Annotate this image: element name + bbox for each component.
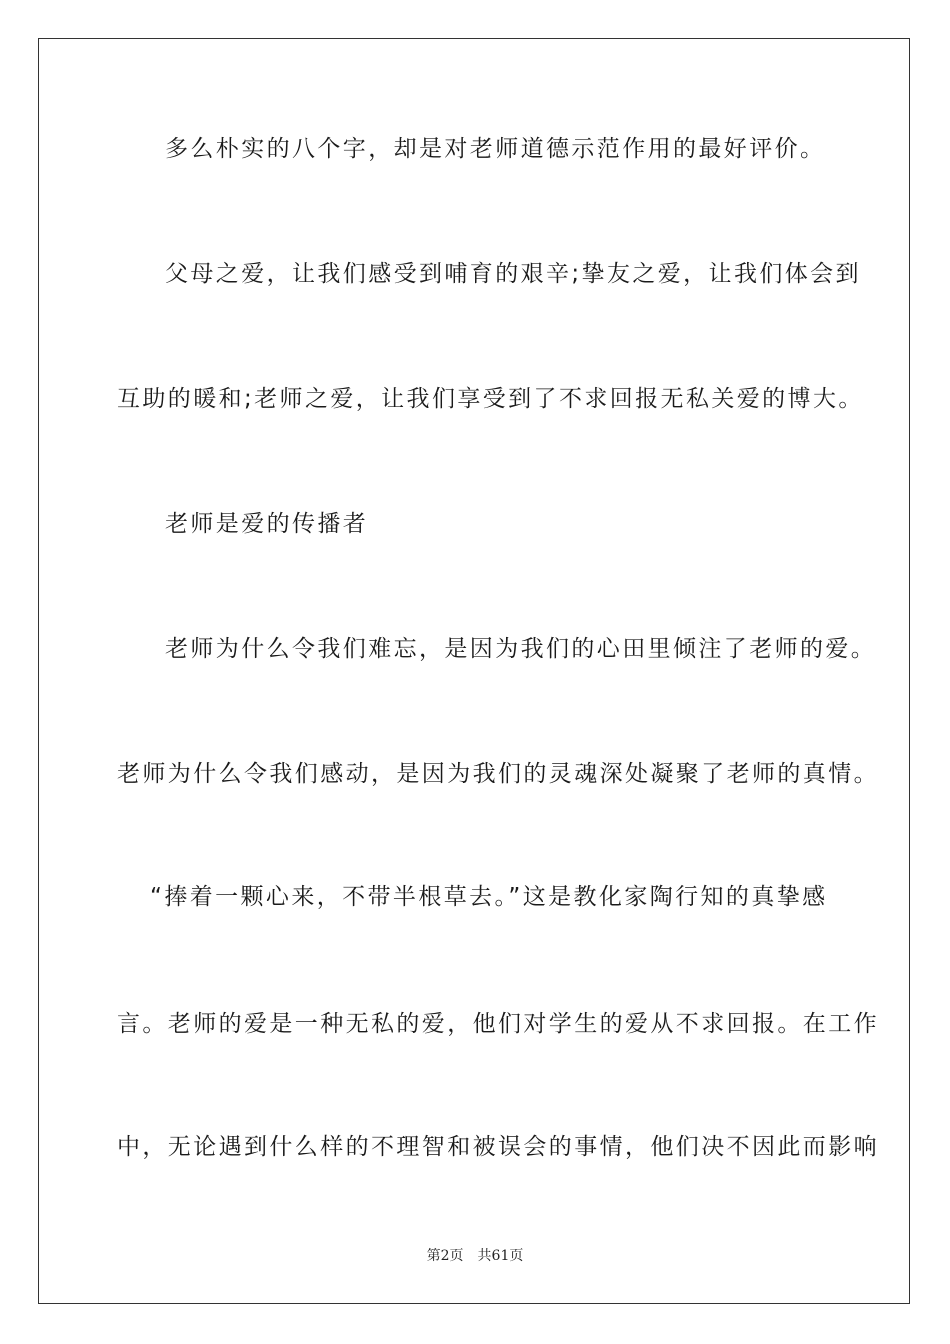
paragraph-line: 中，无论遇到什么样的不理智和被误会的事情，他们决不因此而影响 — [117, 1134, 879, 1160]
section-heading: 老师是爱的传播者 — [165, 511, 369, 537]
page-border — [38, 38, 910, 1304]
paragraph-line: “捧着一颗心来，不带半根草去。”这是教化家陶行知的真挚感 — [150, 884, 828, 910]
page-number: 第2页 — [426, 1248, 464, 1264]
paragraph-line: 老师为什么令我们难忘，是因为我们的心田里倾注了老师的爱。 — [165, 636, 877, 662]
paragraph-line: 多么朴实的八个字，却是对老师道德示范作用的最好评价。 — [165, 136, 826, 162]
paragraph-line: 言。老师的爱是一种无私的爱，他们对学生的爱从不求回报。在工作 — [117, 1011, 879, 1037]
page-total: 共61页 — [477, 1248, 524, 1264]
paragraph-line: 父母之爱，让我们感受到哺育的艰辛;挚友之爱，让我们体会到 — [165, 261, 861, 287]
paragraph-line: 互助的暖和;老师之爱，让我们享受到了不求回报无私关爱的博大。 — [117, 386, 864, 412]
page-footer — [0, 1247, 950, 1265]
paragraph-line: 老师为什么令我们感动，是因为我们的灵魂深处凝聚了老师的真情。 — [117, 761, 879, 787]
